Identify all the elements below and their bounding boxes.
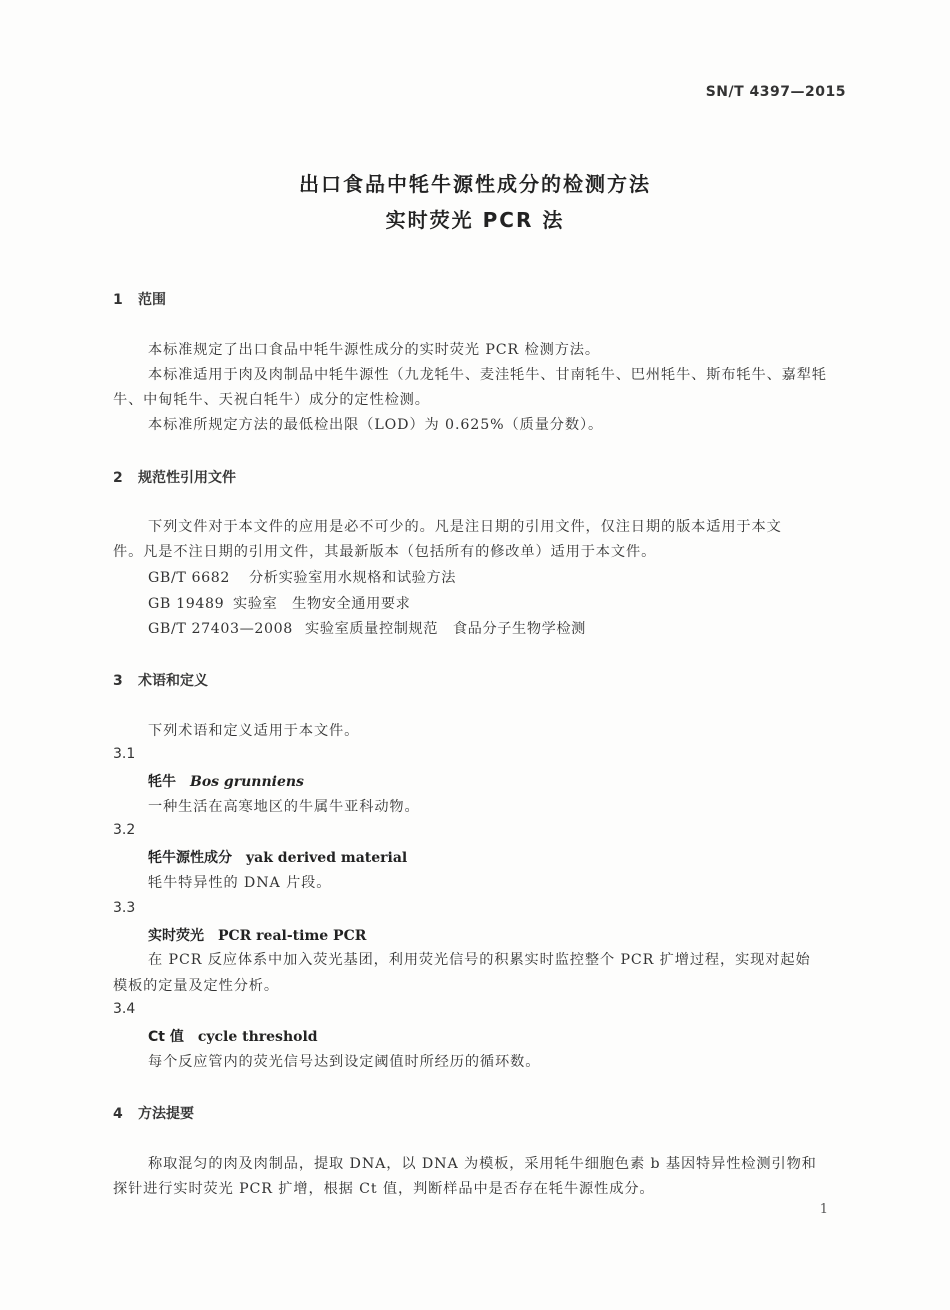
term-definition-continuation: 模板的定量及定性分析。: [113, 978, 279, 994]
section-number: 1: [113, 292, 123, 308]
paragraph-continuation: 件。凡是不注日期的引用文件，其最新版本（包括所有的修改单）适用于本文件。: [113, 544, 657, 560]
term-zh: 牦牛源性成分: [148, 850, 232, 866]
term-number: 3.3: [113, 900, 136, 916]
term-heading: [148, 847, 407, 867]
term-zh: 牦牛: [148, 774, 176, 790]
section-number: 4: [113, 1106, 123, 1122]
paragraph: 下列术语和定义适用于本文件。: [148, 723, 360, 739]
paragraph: 下列文件对于本文件的应用是必不可少的。凡是注日期的引用文件，仅注日期的版本适用于本文: [148, 519, 782, 535]
reference-code: GB/T 27403—2008: [148, 621, 293, 637]
term-zh: 实时荧光: [148, 928, 204, 944]
paragraph-continuation: 牛、中甸牦牛、天祝白牦牛）成分的定性检测。: [113, 392, 430, 408]
section-title: 术语和定义: [138, 673, 208, 689]
term-number: 3.1: [113, 746, 136, 762]
section-1-heading: [113, 289, 166, 309]
term-heading: [148, 925, 366, 945]
term-en: PCR real-time PCR: [218, 928, 367, 944]
reference-item: [148, 618, 586, 638]
term-definition: 牦牛特异性的 DNA 片段。: [148, 875, 332, 891]
document-subtitle: 实时荧光 PCR 法: [385, 208, 565, 232]
term-en: Bos grunniens: [190, 774, 304, 790]
reference-code: GB/T 6682: [148, 570, 231, 586]
paragraph-continuation: 探针进行实时荧光 PCR 扩增，根据 Ct 值，判断样品中是否存在牦牛源性成分。: [113, 1181, 655, 1197]
paragraph: 本标准适用于肉及肉制品中牦牛源性（九龙牦牛、麦洼牦牛、甘南牦牛、巴州牦牛、斯布牦牛、嘉犁牦: [148, 367, 827, 383]
term-heading: [148, 771, 304, 791]
document-title: 出口食品中牦牛源性成分的检测方法: [299, 172, 651, 196]
page-number: 1: [819, 1202, 828, 1217]
term-heading: [148, 1026, 318, 1046]
section-3-heading: [113, 670, 208, 690]
section-title: 范围: [138, 292, 166, 308]
section-number: 2: [113, 470, 123, 486]
term-en: cycle threshold: [197, 1029, 318, 1045]
section-4-heading: [113, 1103, 194, 1123]
term-definition: 在 PCR 反应体系中加入荧光基团，利用荧光信号的积累实时监控整个 PCR 扩增过程，实现对起始: [148, 952, 811, 968]
reference-title: 分析实验室用水规格和试验方法: [249, 570, 457, 586]
section-title: 规范性引用文件: [138, 470, 236, 486]
term-zh: Ct 值: [148, 1029, 184, 1045]
paragraph: 称取混匀的肉及肉制品，提取 DNA，以 DNA 为模板，采用牦牛细胞色素 b 基因特异性检测引物和: [148, 1156, 817, 1172]
reference-code: GB 19489: [148, 596, 225, 612]
section-title: 方法提要: [138, 1106, 194, 1122]
reference-item: [148, 593, 410, 613]
paragraph: 本标准所规定方法的最低检出限（LOD）为 0.625%（质量分数）。: [148, 417, 604, 433]
section-2-heading: [113, 467, 236, 487]
term-number: 3.4: [113, 1001, 136, 1017]
section-number: 3: [113, 673, 123, 689]
reference-title: 实验室质量控制规范 食品分子生物学检测: [305, 621, 586, 637]
term-number: 3.2: [113, 822, 136, 838]
term-definition: 每个反应管内的荧光信号达到设定阈值时所经历的循环数。: [148, 1054, 541, 1070]
paragraph: 本标准规定了出口食品中牦牛源性成分的实时荧光 PCR 检测方法。: [148, 342, 600, 358]
term-en: yak derived material: [246, 850, 408, 866]
reference-item: [148, 567, 456, 587]
term-definition: 一种生活在高寒地区的牛属牛亚科动物。: [148, 799, 420, 815]
reference-title: 实验室 生物安全通用要求: [233, 596, 411, 612]
standard-number: SN/T 4397—2015: [705, 84, 846, 100]
